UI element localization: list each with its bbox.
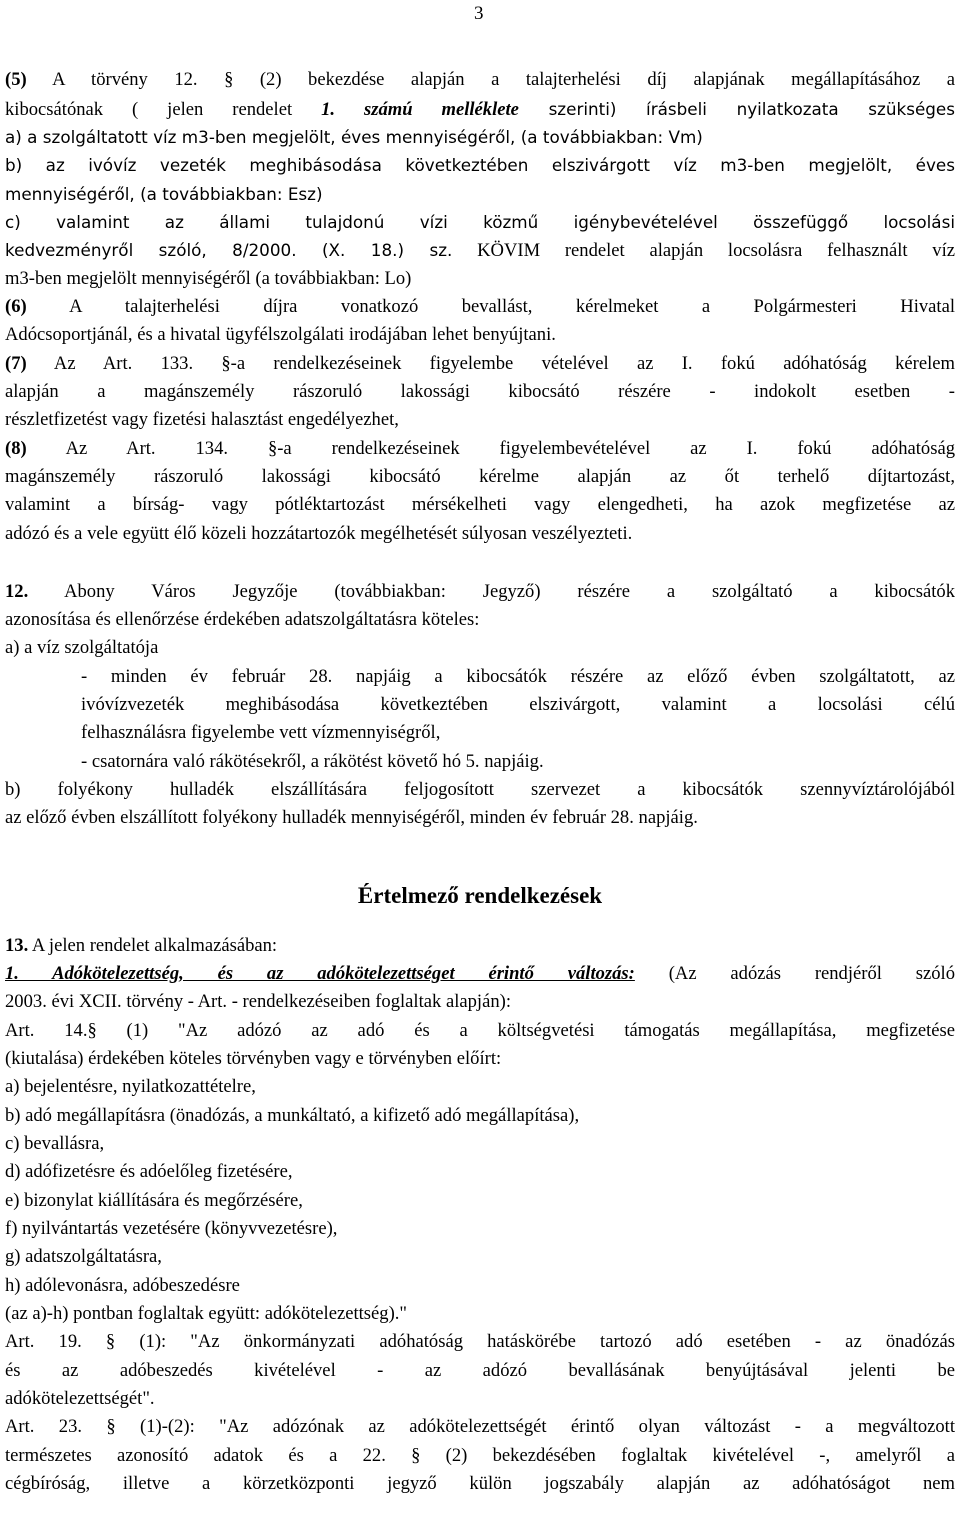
text-line: Art. 23. § (1)-(2): "Az adózónak az adókötelezettségét érintő olyan változást - a megváltozott (5, 1416, 955, 1437)
text-line: b) az ivóvíz vezeték meghibásodása következtében elszivárgott víz m3-ben megjelölt, éves (5, 155, 955, 175)
text-line: m3-ben megjelölt mennyiségéről (a továbbiakban: Lo) (5, 268, 412, 289)
text-line: adózó és a vele együtt élő közeli hozzátartozók megélhetését súlyosan veszélyezteti. (5, 523, 633, 544)
text-line: a) a szolgáltatott víz m3-ben megjelölt, éves mennyiségéről, (a továbbiakban: Vm) (5, 127, 703, 147)
text-line: - minden év február 28. napjáig a kibocsátók részére az előző évben szolgáltatott, az (81, 666, 955, 687)
text-line: (kiutalása) érdekében köteles törvényben vagy e törvényben előírt: (5, 1048, 502, 1069)
text-line: (5) A törvény 12. § (2) bekezdése alapján a talajterhelési díj alapjának megállapításához a (5, 69, 955, 90)
text-line: e) bizonylat kiállítására és megőrzésére, (5, 1190, 303, 1211)
text-line: magánszemély rászoruló lakossági kibocsátó kérelme alapján az őt terhelő díjtartozást, (5, 466, 955, 487)
text-line: b) adó megállapításra (önadózás, a munkáltató, a kifizető adó megállapítása), (5, 1105, 580, 1126)
text-line: az előző évben elszállított folyékony hulladék mennyiségéről, minden év február 28. napjáig. (5, 807, 698, 828)
text-line: c) valamint az állami tulajdonú vízi közmű igénybevételével összefüggő locsolási (5, 212, 955, 232)
text-line: felhasználásra figyelembe vett vízmennyiségről, (81, 722, 441, 743)
text-line: valamint a bírság- vagy pótléktartozást mérsékelheti vagy elengedheti, ha azok megfizetése az (5, 494, 955, 515)
text-line: (8) Az Art. 134. §-a rendelkezéseinek figyelembevételével az I. fokú adóhatóság (5, 438, 955, 459)
text-line: a) a víz szolgáltatója (5, 637, 159, 658)
text-line: (6) A talajterhelési díjra vonatkozó bevallást, kérelmeket a Polgármesteri Hivatal (5, 296, 955, 317)
text-line: Art. 14.§ (1) "Az adózó az adó és a költségvetési támogatás megállapítása, megfizetése (5, 1020, 955, 1041)
text-line: f) nyilvántartás vezetésére (könyvvezetésre), (5, 1218, 338, 1239)
text-line: természetes azonosító adatok és a 22. § (2) bekezdésében foglaltak kivételével -, amelyről a (5, 1445, 955, 1466)
text-line: 2003. évi XCII. törvény - Art. - rendelkezéseiben foglaltak alapján): (5, 991, 511, 1012)
text-line: cégbíróság, illetve a körzetközponti jegyző külön jogszabály alapján az adóhatóságot nem (5, 1473, 955, 1494)
text-line: részletfizetést vagy fizetési halasztást engedélyezhet, (5, 409, 399, 430)
text-line: 13. A jelen rendelet alkalmazásában: (5, 935, 278, 956)
text-line: Adócsoportjánál, és a hivatal ügyfélszolgálati irodájában lehet benyújtani. (5, 324, 556, 345)
text-line: b) folyékony hulladék elszállítására feljogosított szervezet a kibocsátók szennyvíztárolójából (5, 779, 955, 800)
text-line: és az adóbeszedés kivételével - az adózó bevallásának benyújtásával jelenti be (5, 1360, 955, 1381)
text-line: a) bejelentésre, nyilatkozattételre, (5, 1076, 256, 1097)
text-line: adókötelezettségét". (5, 1388, 155, 1409)
text-line: kibocsátónak ( jelen rendelet 1. számú melléklete szerinti) írásbeli nyilatkozata szükséges (5, 99, 955, 120)
text-line: (az a)-h) pontban foglaltak együtt: adókötelezettség)." (5, 1303, 408, 1324)
text-line: azonosítása és ellenőrzése érdekében adatszolgáltatásra köteles: (5, 609, 480, 630)
text-line: d) adófizetésre és adóelőleg fizetésére, (5, 1161, 293, 1182)
text-line: g) adatszolgáltatásra, (5, 1246, 162, 1267)
text-line: Art. 19. § (1): "Az önkormányzati adóhatóság hatáskörébe tartozó adó esetében - az önadózás (5, 1331, 955, 1352)
text-line: h) adólevonásra, adóbeszedésre (5, 1275, 240, 1296)
section-heading: Értelmező rendelkezések (357, 883, 603, 908)
text-line: kedvezményről szóló, 8/2000. (X. 18.) sz. KÖVIM rendelet alapján locsolásra felhasznált víz (5, 240, 955, 261)
text-line: 12. Abony Város Jegyzője (továbbiakban: Jegyző) részére a szolgáltató a kibocsátók (5, 581, 955, 602)
text-line: 1. Adókötelezettség, és az adókötelezettséget érintő változás: (Az adózás rendjéről szóló (5, 963, 955, 984)
text-line: alapján a magánszemély rászoruló lakossági kibocsátó részére - indokolt esetben - (5, 381, 955, 402)
text-line: ivóvízvezeték meghibásodása következtében elszivárgott, valamint a locsolási célú (81, 694, 955, 715)
text-line: c) bevallásra, (5, 1133, 105, 1154)
text-line: mennyiségéről, (a továbbiakban: Esz) (5, 184, 323, 204)
text-line: (7) Az Art. 133. §-a rendelkezéseinek figyelembe vételével az I. fokú adóhatóság kérelem (5, 353, 955, 374)
text-line: - csatornára való rákötésekről, a rákötést követő hó 5. napjáig. (81, 751, 544, 772)
page-number: 3 (474, 3, 484, 24)
